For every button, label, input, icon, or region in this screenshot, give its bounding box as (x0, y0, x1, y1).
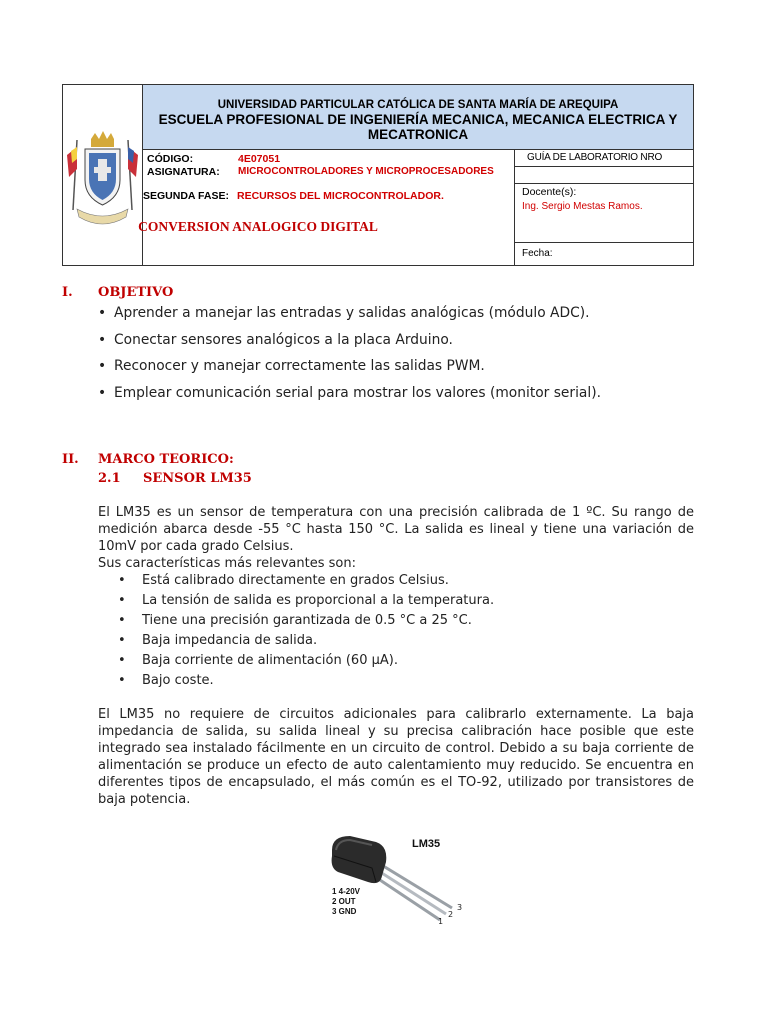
pin-legend-3: 3 GND (332, 907, 357, 916)
paragraph-lm35-details: El LM35 no requiere de circuitos adicionales para calibrarlo externamente. La baja impedancia de salida, su salida lineal y su precisa calibración hace posible que este integrado sea instalado fácilmente en un circuito de control. Debido a su baja corriente de alimentación se produce un efecto de auto calentamiento muy reducido. Se encuentra en diferentes tipos de encapsulado, el más común es el TO-92, utilizado por transistores de baja potencia. (98, 707, 694, 807)
fecha-label: Fecha: (522, 248, 553, 259)
feature-item: • La tensión de salida es proporcional a la temperatura. (118, 593, 495, 608)
section-title-marco: MARCO TEORICO: (98, 452, 234, 467)
feature-item: • Baja impedancia de salida. (118, 633, 318, 648)
objetivo-item: • Conectar sensores analógicos a la placa Arduino. (98, 332, 453, 348)
pin-number-1: 1 (438, 917, 444, 926)
asignatura-value: MICROCONTROLADORES Y MICROPROCESADORES (238, 166, 494, 177)
feature-item: • Tiene una precisión garantizada de 0.5 °C a 25 °C. (118, 613, 472, 628)
docente-value: Ing. Sergio Mestas Ramos. (522, 201, 643, 212)
codigo-value: 4E07051 (238, 153, 281, 165)
row-divider (514, 183, 693, 184)
school-name-line1: ESCUELA PROFESIONAL DE INGENIERÍA MECANICA, MECANICA ELECTRICA Y (158, 112, 678, 127)
logo-cell (63, 85, 143, 265)
row-divider (514, 166, 693, 167)
section-title-objetivo: OBJETIVO (98, 285, 174, 300)
feature-item: • Bajo coste. (118, 673, 214, 688)
pin-number-3: 3 (457, 903, 463, 912)
title-band (143, 85, 693, 150)
paragraph-lm35-intro: El LM35 es un sensor de temperatura con una precisión calibrada de 1 ºC. Su rango de medición abarca desde -55 °C hasta 150 °C. La salida es lineal y tiene una variación de 10mV por cada grado Celsius. (98, 505, 694, 554)
section-number-marco: II. (62, 452, 79, 467)
objetivo-item: • Aprender a manejar las entradas y salidas analógicas (módulo ADC). (98, 305, 590, 321)
university-crest-icon (63, 85, 142, 265)
section-number-objetivo: I. (62, 285, 73, 300)
lm35-figure (328, 832, 468, 928)
features-intro: Sus características más relevantes son: (98, 556, 356, 571)
fase-label: SEGUNDA FASE: (143, 190, 229, 202)
guia-label: GUÍA DE LABORATORIO NRO (527, 152, 663, 163)
pin-legend-1: 1 4-20V (332, 887, 361, 896)
feature-item: • Está calibrado directamente en grados Celsius. (118, 573, 449, 588)
docente-label: Docente(s): (522, 186, 577, 198)
asignatura-label: ASIGNATURA: (147, 166, 220, 178)
university-name: UNIVERSIDAD PARTICULAR CATÓLICA DE SANTA MARÍA DE AREQUIPA (217, 99, 619, 111)
pin-number-2: 2 (448, 910, 454, 919)
subsection-number: 2.1 (98, 471, 121, 486)
feature-item: • Baja corriente de alimentación (60 µA). (118, 653, 398, 668)
school-name-line2: MECATRONICA (367, 127, 469, 142)
subsection-title: SENSOR LM35 (143, 471, 252, 486)
fase-value: RECURSOS DEL MICROCONTROLADOR. (237, 190, 444, 202)
codigo-label: CÓDIGO: (147, 153, 194, 165)
objetivo-item: • Reconocer y manejar correctamente las salidas PWM. (98, 358, 485, 374)
conversion-title: CONVERSION ANALOGICO DIGITAL (138, 219, 378, 234)
objetivo-item: • Emplear comunicación serial para mostrar los valores (monitor serial). (98, 385, 601, 401)
figure-title: LM35 (412, 838, 441, 850)
row-divider (514, 242, 693, 243)
pin-legend (332, 887, 360, 917)
pin-legend-2: 2 OUT (332, 897, 356, 906)
